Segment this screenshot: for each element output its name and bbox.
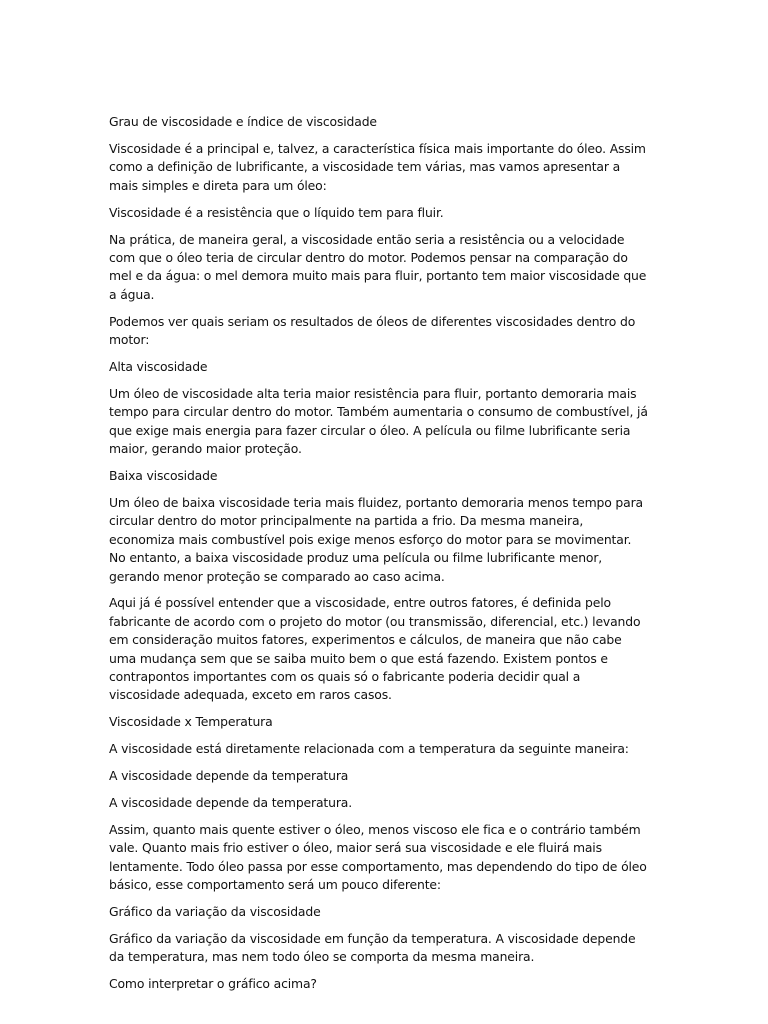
paragraph: Gráfico da variação da viscosidade em função da temperatura. A viscosidade depende da temperatura, mas nem todo óleo se comporta da mesma maneira. — [109, 931, 636, 965]
paragraph: Podemos ver quais seriam os resultados de óleos de diferentes viscosidades dentro do motor: — [109, 313, 636, 348]
section-title: Grau de viscosidade e índice de viscosidade — [109, 114, 377, 129]
paragraph: Aqui já é possível entender que a viscosidade, entre outros fatores, é definida pelo fabricante de acordo com o projeto do motor (ou transmissão, diferencial, etc.) levando em consideração muitos fatores, experimentos e cálculos, de maneira que não cabe uma mudança sem que se saiba muito bem o que está fazendo. Existem pontos e contrapontos importantes com os quais só o fabricante poderia decidir qual a viscosidade adequada, exceto em raros casos. — [109, 595, 641, 703]
paragraph: A viscosidade está diretamente relacionada com a temperatura da seguinte maneira: — [109, 741, 629, 757]
section-heading: Viscosidade x Temperatura — [109, 714, 273, 730]
paragraph: Viscosidade é a resistência que o líquido tem para fluir. — [109, 204, 444, 220]
section-heading: Alta viscosidade — [109, 358, 208, 374]
paragraph: Como interpretar o gráfico acima? — [109, 976, 317, 992]
document-page — [109, 113, 649, 1002]
paragraph: Um óleo de viscosidade alta teria maior resistência para fluir, portanto demoraria mais tempo para circular dentro do motor. Também aumentaria o consumo de combustível, já que exige mais energia para fazer circular o óleo. A película ou filme lubrificante seria maior, gerando maior proteção. — [109, 385, 648, 457]
paragraph: A viscosidade depende da temperatura. — [109, 795, 352, 811]
paragraph: Viscosidade é a principal e, talvez, a característica física mais importante do óleo. Assim como a definição de lubrificante, a viscosidade tem várias, mas vamos apresentar a mais simples e direta para um óleo: — [109, 140, 646, 193]
section-heading: Baixa viscosidade — [109, 468, 218, 483]
paragraph: Um óleo de baixa viscosidade teria mais fluidez, portanto demoraria menos tempo para circular dentro do motor principalmente na partida a frio. Da mesma maneira, economiza mais combustível pois exige menos esforço do motor para se movimentar. No entanto, a baixa viscosidade produz uma película ou filme lubrificante menor, gerando menor proteção se comparado ao caso acima. — [109, 494, 643, 584]
image-caption: A viscosidade depende da temperatura — [109, 768, 349, 784]
image-caption: Gráfico da variação da viscosidade — [109, 904, 321, 920]
paragraph: Assim, quanto mais quente estiver o óleo, menos viscoso ele fica e o contrário também vale. Quanto mais frio estiver o óleo, maior será sua viscosidade e ele fluirá mais lentamente. Todo óleo passa por esse comportamento, mas dependendo do tipo de óleo básico, esse comportamento será um pouco diferente: — [109, 822, 647, 893]
paragraph: Na prática, de maneira geral, a viscosidade então seria a resistência ou a velocidade com que o óleo teria de circular dentro do motor. Podemos pensar na comparação do mel e da água: o mel demora muito mais para fluir, portanto tem maior viscosidade que a água. — [109, 231, 647, 302]
